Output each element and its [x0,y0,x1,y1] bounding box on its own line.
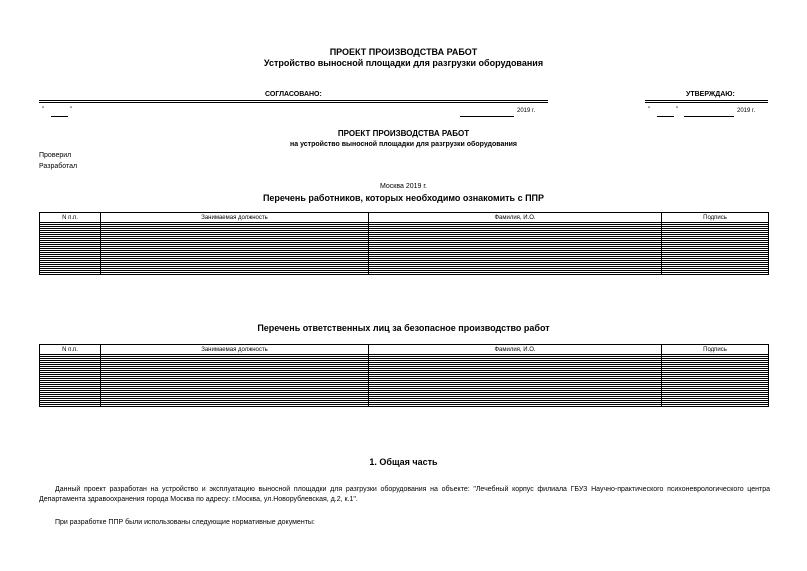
checked-label: Проверил [39,152,72,159]
column-signature: Подпись [662,213,769,223]
document-title: ПРОЕКТ ПРОИЗВОДСТВА РАБОТ [329,47,478,57]
agreed-label: СОГЛАСОВАНО: [265,91,322,98]
document-subtitle: Устройство выносной площадки для разгрузки оборудования [263,58,544,68]
column-name: Фамилия, И.О. [369,345,662,355]
left-day-line [51,116,68,117]
table-cell [40,405,101,407]
workers-table-body [40,223,769,275]
responsible-table-body [40,355,769,407]
column-name: Фамилия, И.О. [369,213,662,223]
left-year: 2019 г. [517,108,536,114]
column-position: Занимаемая должность [101,213,369,223]
table-cell [101,273,369,275]
workers-table [39,212,769,275]
right-quote-close: " [676,107,679,113]
table-row [40,405,769,407]
right-quote-open: " [648,107,651,113]
workers-table-title: Перечень работников, которых необходимо ознакомить с ППР [262,193,545,203]
approved-double-line [645,100,768,103]
column-number: N п.п. [40,345,101,355]
left-quote-close: " [70,107,73,113]
project-title: ПРОЕКТ ПРОИЗВОДСТВА РАБОТ [337,129,470,138]
left-month-line [460,116,514,117]
responsible-table-title: Перечень ответственных лиц за безопасное производство работ [257,323,550,333]
column-number: N п.п. [40,213,101,223]
right-month-line [684,116,734,117]
responsible-table [39,344,769,407]
agreed-double-line [39,100,548,103]
workers-table-header [40,213,769,223]
section-paragraph-documents: При разработке ППР были использованы следующие нормативные документы: [55,519,315,526]
column-signature: Подпись [662,345,769,355]
table-cell [101,405,369,407]
developed-label: Разработал [39,163,78,170]
table-cell [369,273,662,275]
responsible-table-header [40,345,769,355]
left-quote-open: " [42,107,45,113]
section-paragraph-intro: Данный проект разработан на устройство и эксплуатацию выносной площадки для разгрузки оборудования на объекте: "Лечебный корпус филиала ГБУЗ Научно-практического психоневрологического центра Департамента здравоохранения города Москва по адресу: г.Москва, ул.Новорублевская, д.2, к.1". [39,486,770,503]
right-year: 2019 г. [737,108,756,114]
table-cell [662,405,769,407]
approved-label: УТВЕРЖДАЮ: [686,91,735,98]
project-subtitle: на устройство выносной площадки для разгрузки оборудования [290,141,517,148]
column-position: Занимаемая должность [101,345,369,355]
table-cell [369,405,662,407]
table-cell [662,273,769,275]
section-heading: 1. Общая часть [369,457,438,467]
city-year: Москва 2019 г. [379,183,427,190]
table-cell [40,273,101,275]
table-row [40,273,769,275]
right-day-line [657,116,674,117]
